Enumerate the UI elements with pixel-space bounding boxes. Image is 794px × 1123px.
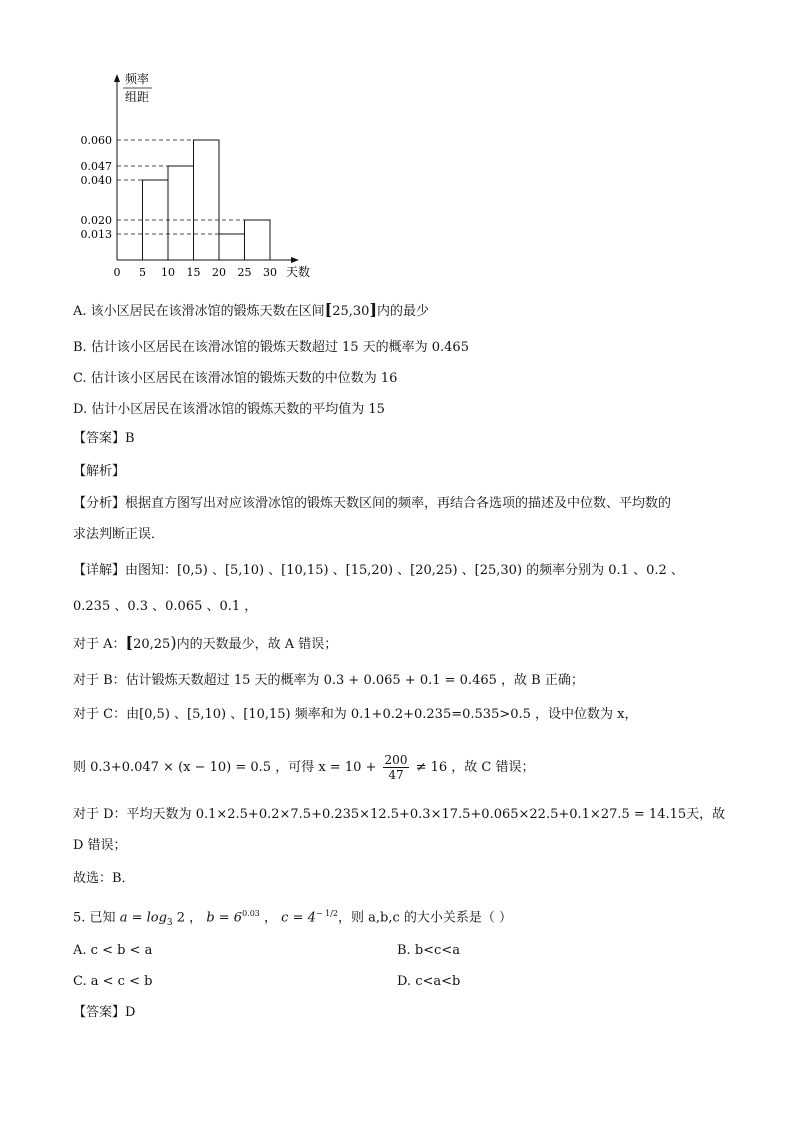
q5-suffix: ，则 a,b,c 的大小关系是（ ）: [338, 910, 513, 926]
x-tick-label: 30: [263, 266, 277, 279]
option-a-suffix: 内的最少: [377, 304, 430, 319]
y-label-bottom: 组距: [125, 90, 150, 104]
x-tick-label: 0: [113, 266, 121, 279]
fraction-200-47: [383, 753, 410, 782]
q5-prefix: 5. 已知: [73, 910, 116, 926]
answer-tag: 【答案】: [73, 431, 126, 446]
xiangjie-line-2: 0.235 、0.3 、0.065 、0.1 ，: [73, 599, 258, 614]
line-a: 对于 A：[20,25)内的天数最少，故 A 错误；: [73, 633, 338, 652]
q5-comma: ，: [259, 910, 278, 926]
q5-option-c: C. a < c < b: [73, 974, 153, 989]
y-axis-arrow: [114, 74, 120, 82]
answer2-line: [73, 1004, 135, 1022]
option-b: B. 估计该小区居民在该滑冰馆的锻炼天数超过 15 天的概率为 0.465: [73, 340, 469, 355]
line-d-1: 对于 D：平均天数为 0.1×2.5+0.2×7.5+0.235×12.5+0.3×17.5+0.065×22.5+0.1×27.5 = 14.15天，故: [73, 807, 726, 822]
fenxi-line-2: 求法判断正误．: [73, 527, 165, 542]
fraction-numerator: 200: [384, 753, 408, 767]
choose-line: 故选：B．: [73, 871, 135, 886]
x-tick-label: 5: [139, 266, 146, 279]
line-c2-prefix: 则 0.3+0.047 × (x − 10) = 0.5 ，可得 x = 10 +: [73, 760, 377, 775]
q5-b-def: b = 6: [206, 910, 243, 926]
x-tick-label: 10: [161, 266, 175, 279]
line-a-prefix: 对于 A：: [73, 637, 126, 652]
q5-b-exp: 0.03: [242, 909, 260, 918]
q5-option-b: B. b<c<a: [397, 943, 460, 958]
answer2-value: D: [125, 1005, 136, 1020]
q5-option-d: D. c<a<b: [397, 974, 461, 989]
answer-value: B: [125, 431, 135, 446]
q5-option-a: A. c < b < a: [73, 943, 153, 958]
q5-a-arg: 2 ，: [172, 910, 203, 926]
line-a-suffix: 内的天数最少，故 A 错误；: [176, 637, 338, 652]
y-tick-label: 0.020: [80, 214, 112, 227]
xiangjie-tag: 【详解】: [73, 563, 126, 578]
line-b: 对于 B：估计锻炼天数超过 15 天的概率为 0.3 + 0.065 + 0.1 = 0.465 ，故 B 正确；: [73, 673, 584, 688]
q5-a-base: 3: [166, 917, 173, 928]
answer-line: [73, 430, 135, 448]
line-c2-suffix: ≠ 16 ，故 C 错误；: [415, 760, 535, 775]
histogram-bar-20-25: [219, 234, 245, 260]
y-tick-label: 0.013: [80, 228, 112, 241]
fenxi-line-1: [73, 495, 671, 513]
fenxi-text-1: 根据直方图写出对应该滑冰馆的锻炼天数区间的频率，再结合各选项的描述及中位数、平均数的: [125, 496, 672, 511]
line-c: 对于 C：由[0,5) 、[5,10) 、[10,15) 频率和为 0.1+0.2+0.235=0.535>0.5 ，设中位数为 x，: [73, 707, 638, 722]
y-tick-label: 0.060: [80, 134, 112, 147]
histogram-bar-25-30: [245, 220, 271, 260]
y-label-top: 频率: [125, 72, 150, 86]
xiangjie-line-1: [73, 562, 684, 580]
histogram-bar-15-20: [194, 140, 220, 260]
analysis-tag: 【解析】: [73, 464, 126, 479]
fenxi-tag: 【分析】: [73, 496, 126, 511]
option-a-interval: 25,30: [332, 304, 370, 319]
histogram-bar-10-15: [168, 166, 194, 260]
xiangjie-text-1: 由图知：[0,5) 、[5,10) 、[10,15) 、[15,20) 、[20,25) 、[25,30) 的频率分别为 0.1 、0.2 、: [125, 563, 684, 578]
x-tick-label: 15: [186, 266, 201, 279]
x-tick-label: 20: [212, 266, 226, 279]
option-d: D. 估计小区居民在该滑冰馆的锻炼天数的平均值为 15: [73, 402, 385, 417]
line-c2: [73, 750, 535, 786]
x-label: 天数: [286, 265, 311, 279]
x-tick-label: 25: [237, 266, 252, 279]
line-d-2: D 错误；: [73, 838, 127, 853]
y-tick-label: 0.040: [80, 174, 112, 187]
frequency-histogram: [70, 70, 410, 280]
fraction-denominator: 47: [388, 768, 404, 782]
line-a-interval: 20,25: [133, 637, 171, 652]
x-axis-arrow: [291, 257, 299, 263]
q5-a-def: a = log: [119, 910, 167, 926]
option-a-prefix: A. 该小区居民在该滑冰馆的锻炼天数在区间: [73, 304, 325, 319]
y-tick-label: 0.047: [80, 160, 112, 173]
question-5: [73, 902, 512, 935]
option-a: A. 该小区居民在该滑冰馆的锻炼天数在区间[25,30]内的最少: [73, 300, 430, 319]
option-c: C. 估计该小区居民在该滑冰馆的锻炼天数的中位数为 16: [73, 371, 398, 386]
q5-c-def: c = 4: [281, 910, 316, 926]
answer2-tag: 【答案】: [73, 1005, 126, 1020]
q5-c-exp: − 1/2: [315, 909, 339, 918]
